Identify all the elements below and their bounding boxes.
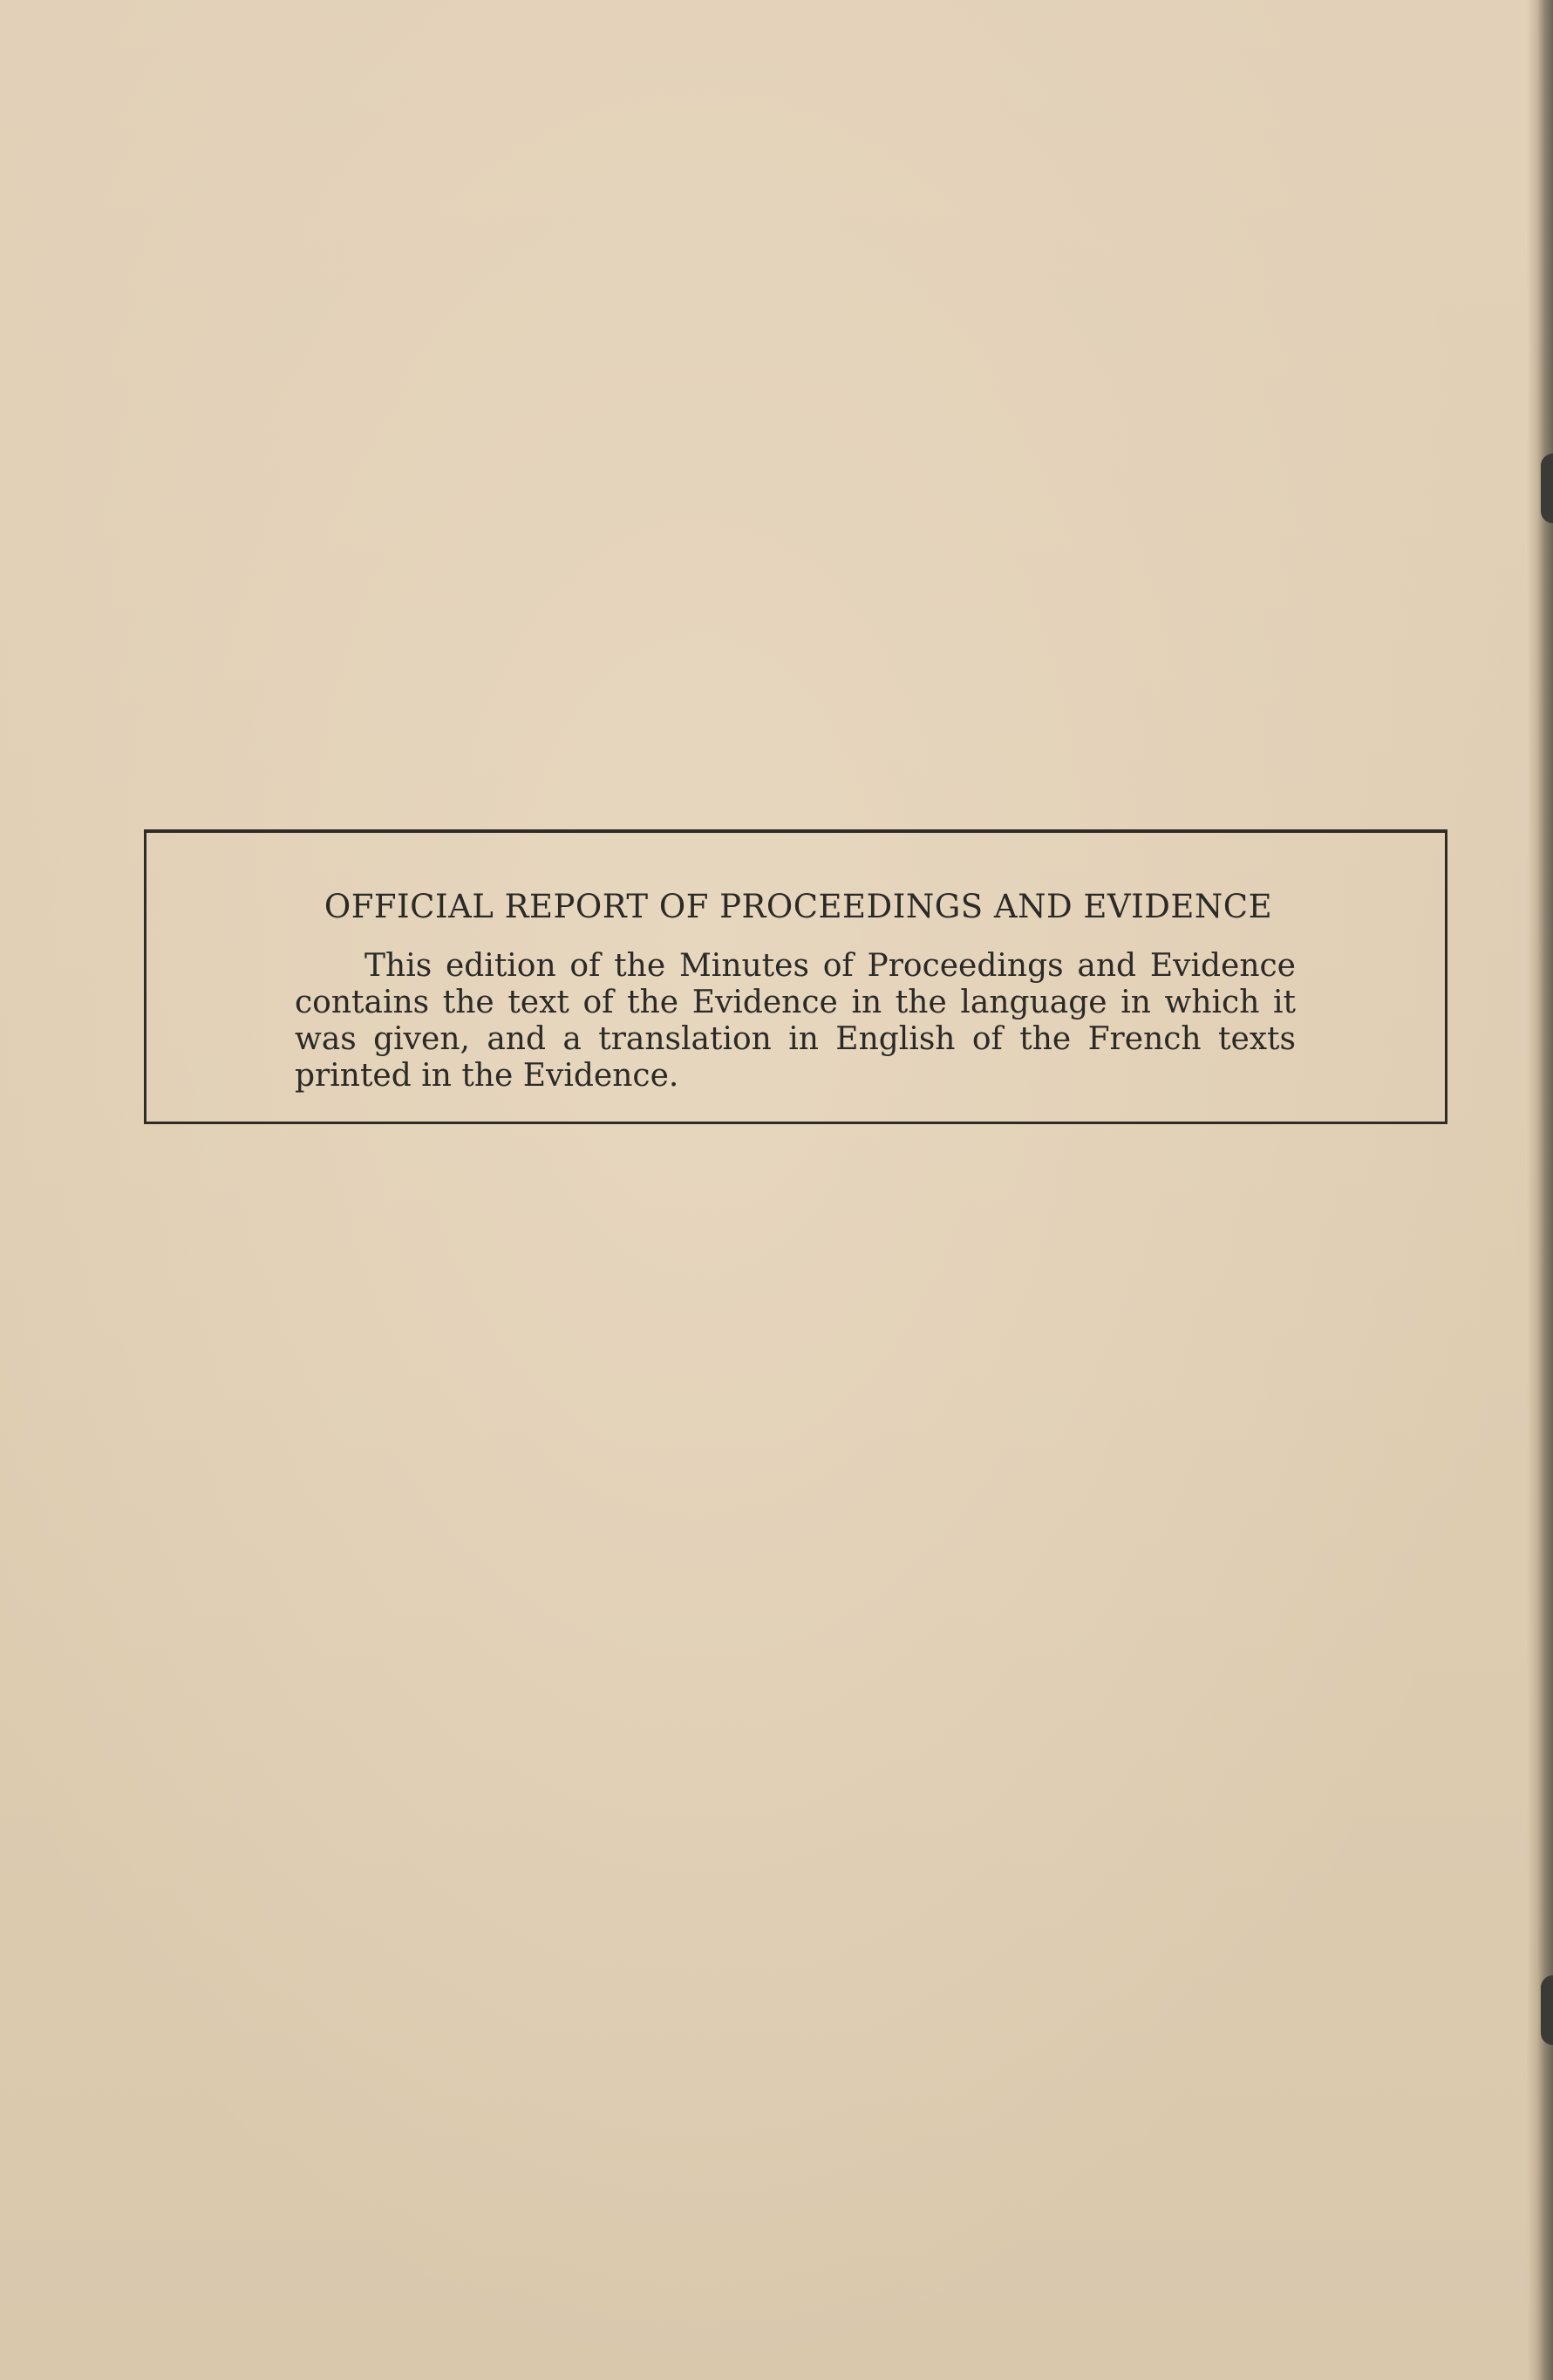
binding-hole-top	[1541, 453, 1553, 523]
notice-title: OFFICIAL REPORT OF PROCEEDINGS AND EVIDENCE	[324, 888, 1273, 925]
notice-body-text: This edition of the Minutes of Proceedings and Evidence contains the text of the Evidence in the language in which it was given, and a translation in English of the French texts printed in the Evidence.	[295, 948, 1296, 1094]
binding-hole-bottom	[1541, 1975, 1553, 2045]
official-report-notice-box	[144, 829, 1447, 1124]
